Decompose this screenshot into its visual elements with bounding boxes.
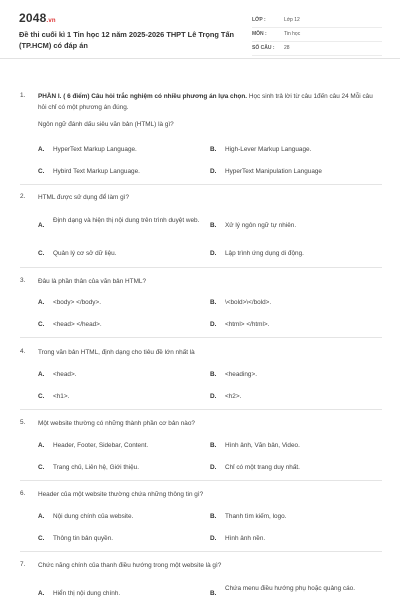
question-number: 3.	[20, 277, 26, 284]
meta-row-subject	[252, 28, 382, 42]
question-text: Header của một website thường chứa những thông tin gì?	[38, 491, 204, 498]
meta-label: MÔN :	[252, 31, 267, 37]
option-letter: A.	[38, 146, 45, 153]
question-number: 7.	[20, 561, 26, 568]
meta-row-count	[252, 42, 382, 56]
meta-value: Tin học	[284, 31, 301, 37]
question-number: 2.	[20, 193, 26, 200]
exam-title: Đề thi cuối kì 1 Tin học 12 năm 2025-2026 THPT Lê Trọng Tấn (TP.HCM) có đáp án	[19, 30, 235, 50]
question-text: Đâu là phần thân của văn bản HTML?	[38, 278, 147, 285]
option-letter: D.	[210, 464, 217, 471]
option-text: <body> </body>.	[53, 299, 101, 306]
option-text: <head> </head>.	[53, 321, 102, 328]
meta-row-class	[252, 14, 382, 28]
option-text: Hình ảnh, Văn bản, Video.	[225, 442, 300, 449]
part-heading: PHẦN I. ( 6 điểm) Câu hỏi trắc nghiệm có nhiều phương án lựa chọn.	[38, 93, 248, 100]
divider	[20, 480, 382, 481]
option-letter: C.	[38, 168, 45, 175]
option-text: Hiển thị nội dung chính.	[53, 590, 121, 597]
question-text: Một website thường có những thành phần cơ bản nào?	[38, 420, 195, 427]
option-letter: C.	[38, 250, 45, 257]
logo-suffix: .vn	[46, 18, 56, 24]
meta-label: LỚP :	[252, 17, 266, 23]
divider	[20, 551, 382, 552]
option-letter: D.	[210, 321, 217, 328]
question-text: Ngôn ngữ đánh dấu siêu văn bản (HTML) là gì?	[38, 121, 174, 128]
divider	[20, 409, 382, 410]
question-number: 1.	[20, 92, 26, 99]
option-text: Thông tin bản quyền.	[53, 535, 114, 542]
meta-value: 28	[284, 45, 290, 51]
site-logo[interactable]	[19, 11, 56, 25]
option-text: <head>.	[53, 371, 77, 378]
question-number: 4.	[20, 348, 26, 355]
option-letter: D.	[210, 250, 217, 257]
option-text: <html> </html>.	[225, 321, 270, 328]
option-letter: B.	[210, 590, 217, 597]
option-letter: A.	[38, 371, 45, 378]
option-text: <h1>.	[53, 393, 70, 400]
option-text: High-Lever Markup Language.	[225, 146, 312, 153]
option-letter: D.	[210, 535, 217, 542]
option-letter: A.	[38, 442, 45, 449]
part-instructions	[38, 92, 383, 113]
page-header	[0, 0, 400, 59]
option-text: Trang chủ, Liên hệ, Giới thiệu.	[53, 464, 140, 471]
option-letter: D.	[210, 168, 217, 175]
exam-meta	[252, 14, 382, 56]
divider	[20, 337, 382, 338]
option-text: <heading>.	[225, 371, 257, 378]
option-text: Header, Footer, Sidebar, Content.	[53, 442, 149, 449]
question-number: 6.	[20, 490, 26, 497]
option-letter: B.	[210, 371, 217, 378]
option-letter: B.	[210, 222, 217, 229]
divider	[20, 184, 382, 185]
question-text: Chức năng chính của thanh điều hướng trong một website là gì?	[38, 562, 222, 569]
option-letter: A.	[38, 513, 45, 520]
option-text: Hybird Text Markup Language.	[53, 168, 140, 175]
option-letter: B.	[210, 146, 217, 153]
question-number: 5.	[20, 419, 26, 426]
option-text: Chứa menu điều hướng phụ hoặc quảng cáo.	[225, 585, 356, 592]
option-text: \<bold>\</bold>.	[225, 299, 272, 306]
option-text: Xử lý ngôn ngữ tự nhiên.	[225, 222, 297, 229]
option-text: Chỉ có một trang duy nhất.	[225, 464, 300, 471]
option-letter: C.	[38, 464, 45, 471]
option-text: Lập trình ứng dụng di động.	[225, 250, 304, 257]
option-letter: B.	[210, 299, 217, 306]
option-letter: A.	[38, 299, 45, 306]
meta-value: Lớp 12	[284, 17, 300, 23]
option-letter: A.	[38, 590, 45, 597]
option-text: HyperText Manipulation Language	[225, 168, 322, 175]
question-text: Trong văn bản HTML, định dạng cho tiêu đề lớn nhất là	[38, 349, 195, 356]
option-text: HyperText Markup Language.	[53, 146, 137, 153]
option-letter: D.	[210, 393, 217, 400]
option-letter: C.	[38, 321, 45, 328]
option-letter: A.	[38, 222, 45, 229]
option-text: Quản lý cơ sở dữ liệu.	[53, 250, 117, 257]
logo-main: 2048	[19, 11, 47, 25]
question-text: HTML được sử dụng để làm gì?	[38, 194, 130, 201]
divider	[20, 267, 382, 268]
option-letter: B.	[210, 442, 217, 449]
option-text: Hình ảnh nền.	[225, 535, 266, 542]
option-text: Định dạng và hiện thị nội dung trên trình duyệt web.	[53, 217, 200, 224]
part-text: Học sinh trả lời từ câu 1đến câu 24 Mỗi câu hỏi chỉ có một phương án đúng.	[38, 93, 373, 111]
option-text: Nội dung chính của website.	[53, 513, 134, 520]
meta-label: SỐ CÂU :	[252, 45, 275, 51]
option-letter: C.	[38, 393, 45, 400]
option-text: <h2>.	[225, 393, 242, 400]
option-letter: B.	[210, 513, 217, 520]
option-text: Thanh tìm kiếm, logo.	[225, 513, 287, 520]
option-letter: C.	[38, 535, 45, 542]
